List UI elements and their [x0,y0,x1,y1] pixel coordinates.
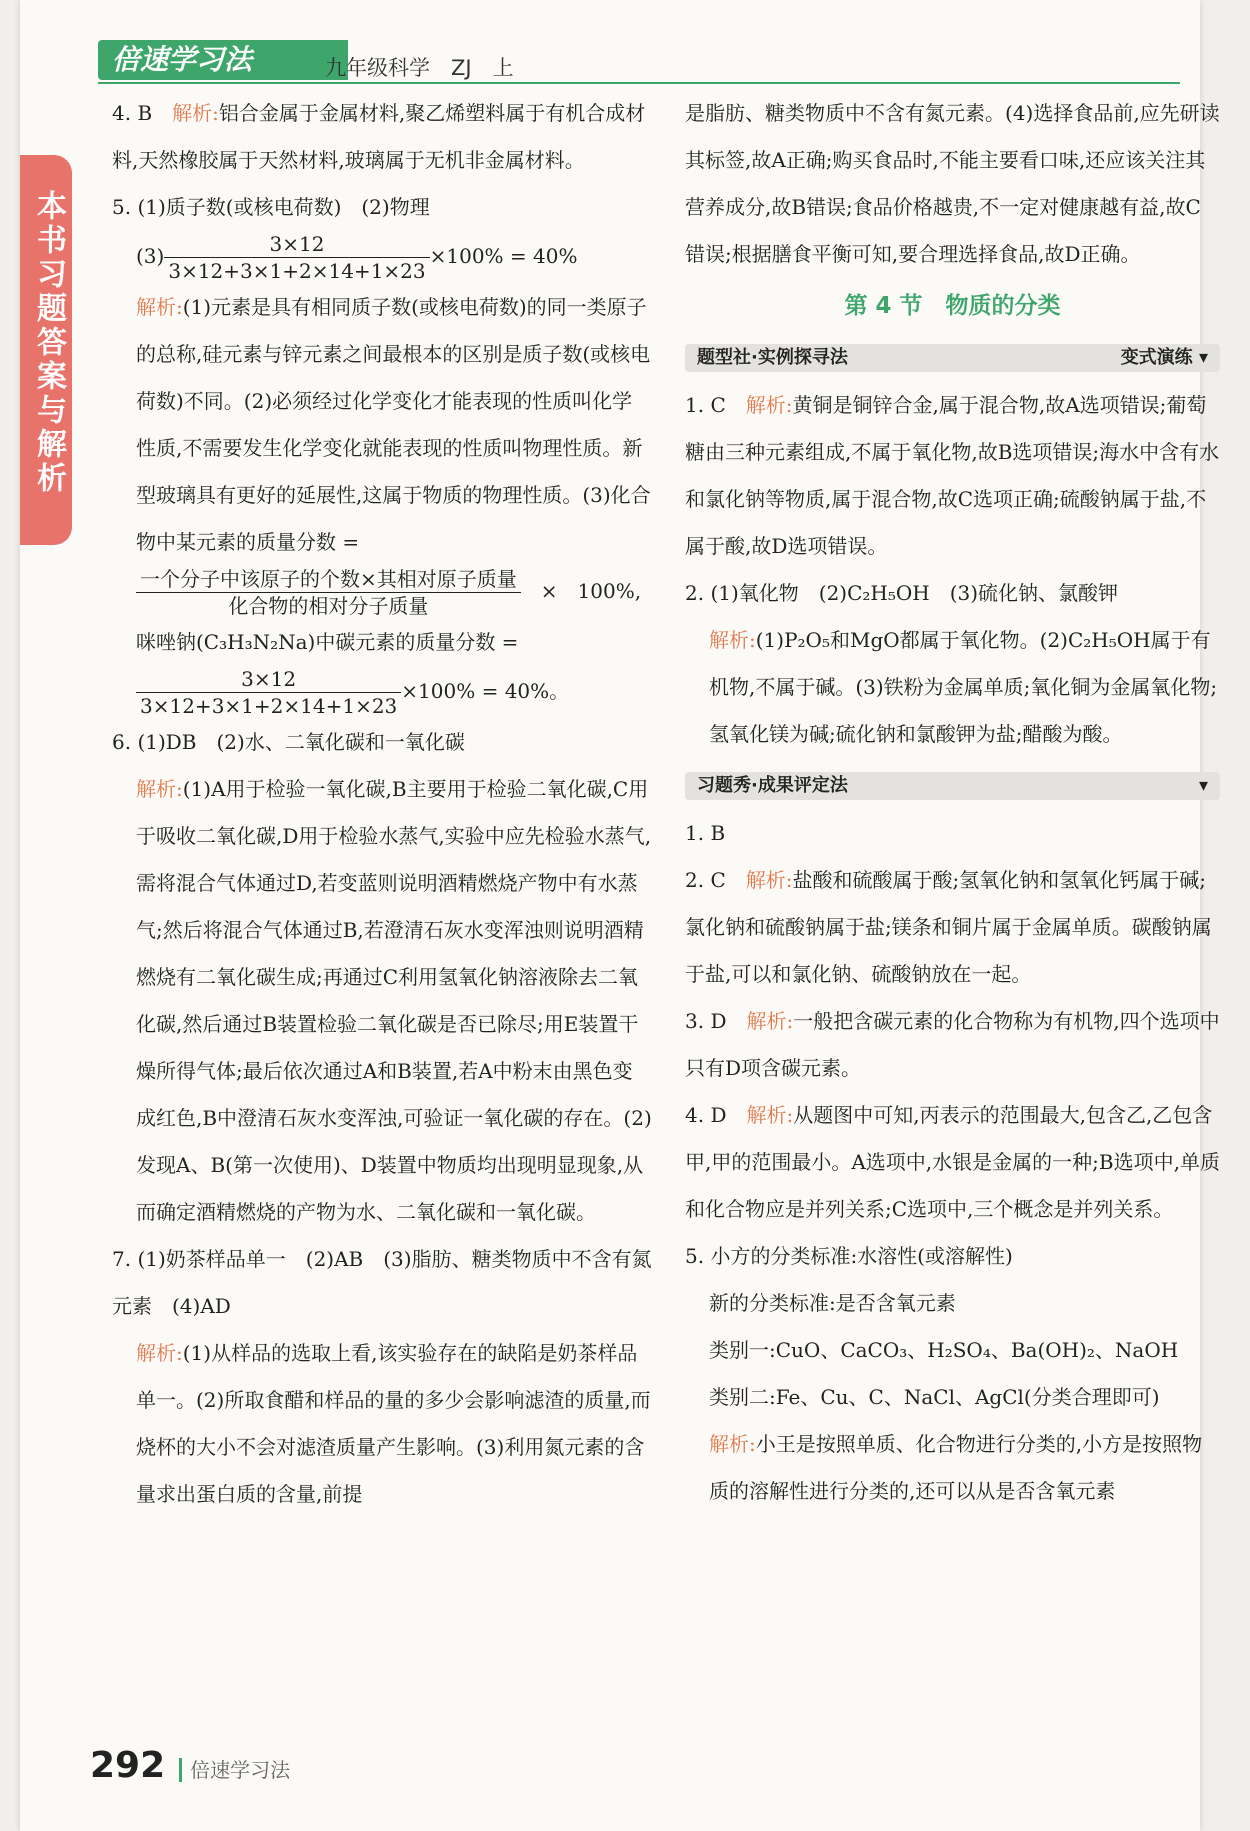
analysis-label: 解析: [136,295,183,319]
analysis-label: 解析: [136,1341,183,1365]
analysis-5-cont: 咪唑钠(C₃H₃N₂Na)中碳元素的质量分数 = [136,630,519,654]
footer-brand: 倍速学习法 [179,1758,290,1782]
answer-5: 5. (1)质子数(或核电荷数) (2)物理 [112,195,430,219]
analysis-label: 解析: [745,393,793,417]
brand-logo: 倍速学习法 [98,40,348,80]
page-number: 292 [90,1745,166,1786]
answer-s2: 2. C 解析:盐酸和硫酸属于酸;氢氧化钠和氢氧化钙属于碱;氯化钠和硫酸钠属于盐;镁条和铜片属于金属单质。碳酸钠属于盐,可以和氯化钠、硫酸钠放在一起。 [685,868,1212,986]
analysis-s5: 解析:小王是按照单质、化合物进行分类的,小方是按照物质的溶解性进行分类的,还可以从是否含氧元素 [709,1432,1203,1503]
left-column [112,90,652,1518]
fraction: $\frac{\text{一个分子中该原子的个数×其相对原子质量}}{\text{化合物的相对分子质量}}$ [136,566,521,619]
analysis-5: 解析:(1)元素是具有相同质子数(或核电荷数)的同一类原子的总称,硅元素与锌元素之间最根本的区别是质子数(或核电荷数)不同。(2)必须经过化学变化才能表现的性质叫化学性质,不需要发生化学变化就能表现的性质叫物理性质。新型玻璃具有更好的延展性,这属于物质的物理性质。(3)化合物中某元素的质量分数 = [136,295,651,554]
answer-6: 6. (1)DB (2)水、二氧化碳和一氧化碳 [112,730,465,754]
grade-label: 九年级科学 ZJ 上 [325,56,514,80]
answer-s5-b: 类别一:CuO、CaCO₃、H₂SO₄、Ba(OH)₂、NaOH [709,1338,1179,1362]
answer-s5: 5. 小方的分类标准:水溶性(或溶解性) [685,1244,1013,1268]
footer [90,1745,290,1786]
answer-s5-c: 类别二:Fe、Cu、C、NaCl、AgCl(分类合理即可) [709,1385,1160,1409]
section-bar-1: 题型社·实例探寻法 变式演练 ▾ [685,344,1220,372]
fraction: $\frac{3\times 12}{3\times 12+3\times 1+2\times 14+1\times 23}$ [136,666,401,719]
header [20,30,1200,85]
analysis-label: 解析: [172,101,219,125]
analysis-r2: 解析:(1)P₂O₅和MgO都属于氧化物。(2)C₂H₅OH属于有机物,不属于碱。(3)铁粉为金属单质;氧化铜为金属氧化物;氢氧化镁为碱;硫化钠和氯酸钾为盐;醋酸为酸。 [709,628,1218,746]
formula-2: $\frac{\text{一个分子中该原子的个数×其相对原子质量}}{\text{化合物的相对分子质量}}$ × 100%, [112,566,652,619]
analysis-label: 解析: [709,628,756,652]
analysis-label: 解析: [745,868,793,892]
fraction: $\frac{3\times 12}{3\times 12+3\times 1+2\times 14+1\times 23}$ [164,231,429,284]
right-column [685,90,1220,1515]
answer-4: 4. B 解析:铝合金属于金属材料,聚乙烯塑料属于有机合成材料,天然橡胶属于天然材料,玻璃属于无机非金属材料。 [112,101,646,172]
analysis-7: 解析:(1)从样品的选取上看,该实验存在的缺陷是奶茶样品单一。(2)所取食醋和样品的量的多少会影响滤渣的质量,而烧杯的大小不会对滤渣质量产生影响。(3)利用氮元素的含量求出蛋白质的含量,前提 [136,1341,651,1506]
analysis-7-cont: 是脂肪、糖类物质中不含有氮元素。(4)选择食品前,应先研读其标签,故A正确;购买食品时,不能主要看口味,还应该关注其营养成分,故B错误;食品价格越贵,不一定对健康越有益,故C错误;根据膳食平衡可知,要合理选择食品,故D正确。 [685,101,1220,266]
section-title: 第 4 节 物质的分类 [844,293,1061,319]
answer-s4: 4. D 解析:从题图中可知,丙表示的范围最大,包含乙,乙包含甲,甲的范围最小。A选项中,水银是金属的一种;B选项中,单质和化合物应是并列关系;C选项中,三个概念是并列关系。 [685,1103,1220,1221]
page [20,0,1220,1831]
answer-s5-a: 新的分类标准:是否含氧元素 [709,1291,956,1315]
answer-r2: 2. (1)氧化物 (2)C₂H₅OH (3)硫化钠、氯酸钾 [685,581,1119,605]
header-rule [98,82,1180,84]
answer-7: 7. (1)奶茶样品单一 (2)AB (3)脂肪、糖类物质中不含有氮元素 (4)AD [112,1247,652,1318]
analysis-label: 解析: [746,1103,794,1127]
analysis-label: 解析: [136,777,183,801]
section-bar-2: 习题秀·成果评定法 ▾ [685,772,1220,800]
answer-r1: 1. C 解析:黄铜是铜锌合金,属于混合物,故A选项错误;葡萄糖由三种元素组成,不属于氧化物,故B选项错误;海水中含有水和氯化钠等物质,属于混合物,故C选项正确;硫酸钠属于盐,不属于酸,故D选项错误。 [685,393,1220,558]
answer-s3: 3. D 解析:一般把含碳元素的化合物称为有机物,四个选项中只有D项含碳元素。 [685,1009,1220,1080]
formula-3: $\frac{3\times 12}{3\times 12+3\times 1+2\times 14+1\times 23}$ ×100% = 40%。 [112,666,652,719]
analysis-label: 解析: [709,1432,756,1456]
formula-1: (3) $\frac{3\times 12}{3\times 12+3\times 1+2\times 14+1\times 23}$ ×100% = 40% [136,232,578,283]
analysis-label: 解析: [746,1009,794,1033]
side-tab-text: 本书习题答案与解析 [31,190,66,496]
answer-s1: 1. B [685,821,726,845]
analysis-6: 解析:(1)A用于检验一氧化碳,B主要用于检验二氧化碳,C用于吸收二氧化碳,D用于检验水蒸气,实验中应先检验水蒸气,需将混合气体通过D,若变蓝则说明酒精燃烧产物中有水蒸气;然后将混合气体通过B,若澄清石灰水变浑浊则说明酒精燃烧有二氧化碳生成;再通过C利用氢氧化钠溶液除去二氧化碳,然后通过B装置检验二氧化碳是否已除尽;用E装置干燥所得气体;最后依次通过A和B装置,若A中粉末由黑色变成红色,B中澄清石灰水变浑浊,可验证一氧化碳的存在。(2)发现A、B(第一次使用)、D装置中物质均出现明显现象,从而确定酒精燃烧的产物为水、二氧化碳和一氧化碳。 [136,777,652,1224]
